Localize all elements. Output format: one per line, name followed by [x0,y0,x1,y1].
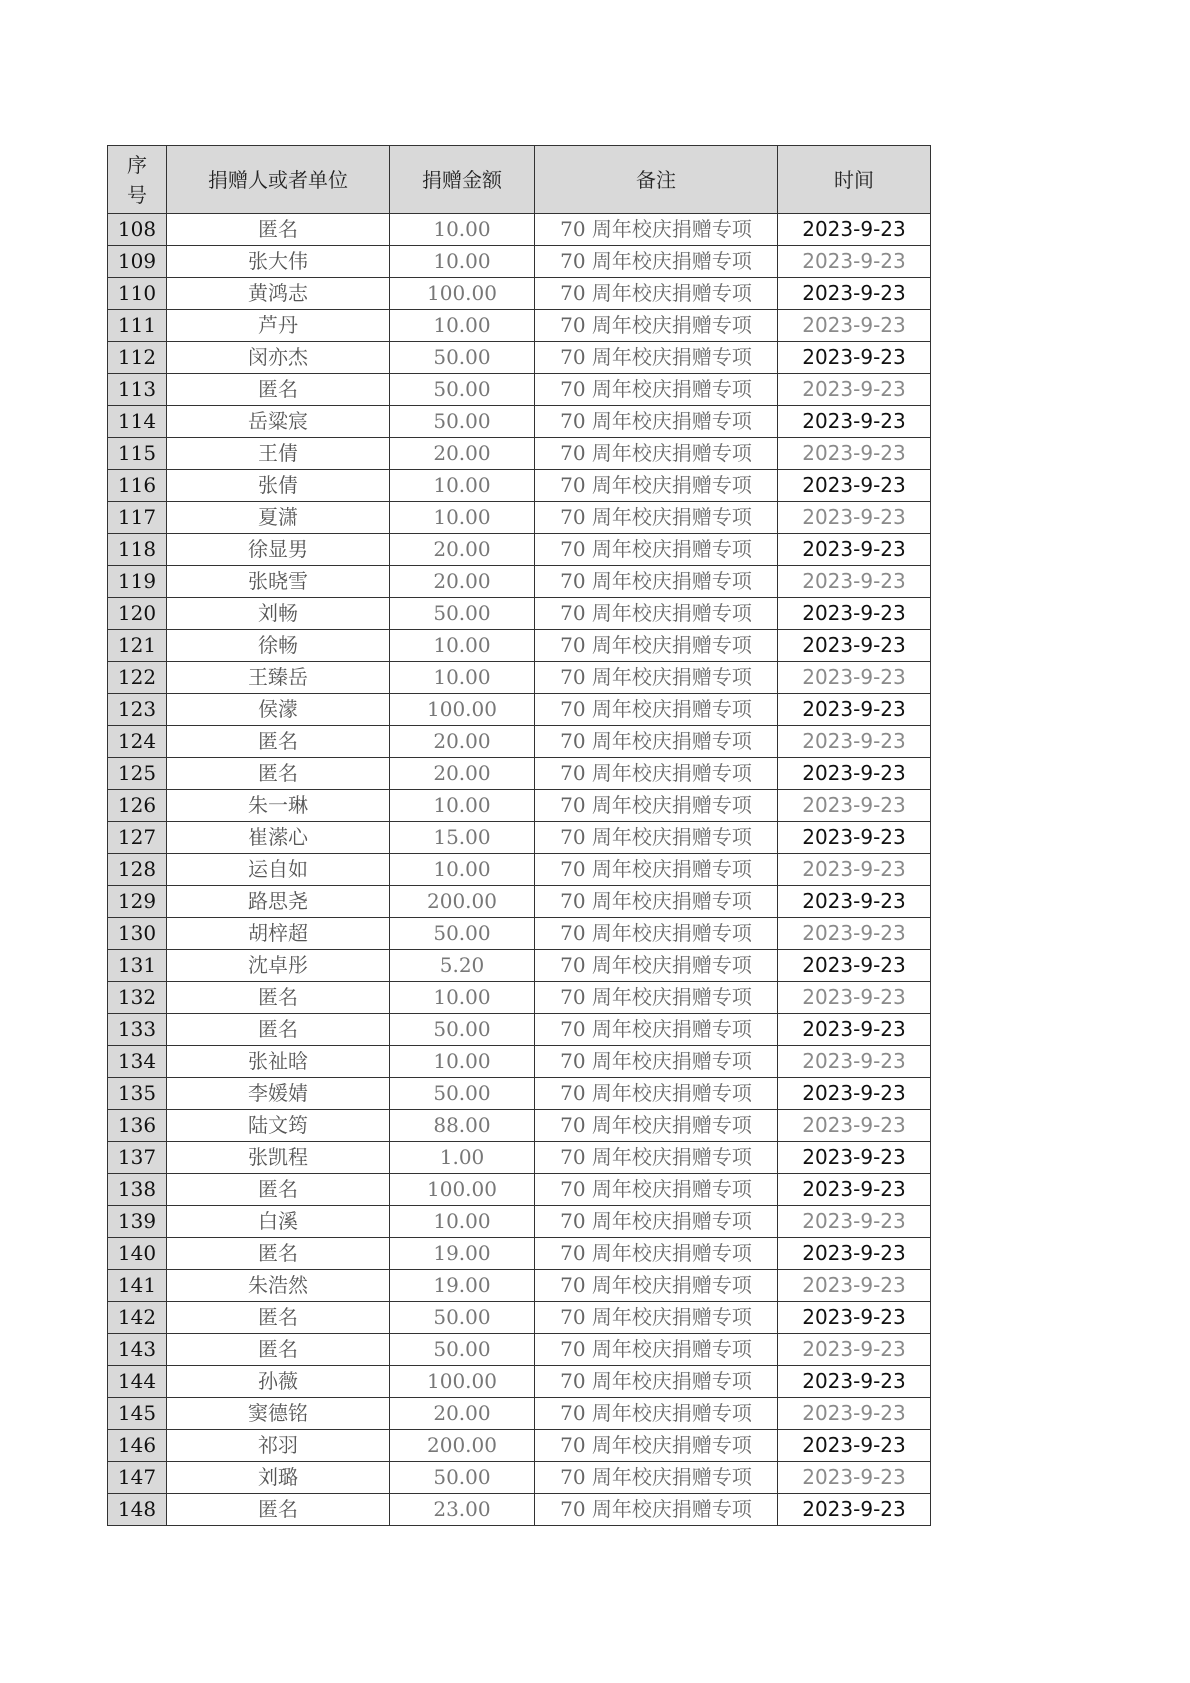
cell-donor: 匿名 [167,1334,390,1366]
table-row [108,726,931,758]
cell-amount: 50.00 [390,1462,535,1494]
cell-seq: 137 [108,1142,167,1174]
cell-amount: 10.00 [390,470,535,502]
cell-donor: 徐显男 [167,534,390,566]
cell-seq: 133 [108,1014,167,1046]
cell-note: 70 周年校庆捐赠专项 [535,1142,778,1174]
cell-seq: 146 [108,1430,167,1462]
cell-amount: 10.00 [390,662,535,694]
cell-note: 70 周年校庆捐赠专项 [535,1462,778,1494]
header-donor: 捐赠人或者单位 [167,146,390,214]
cell-note: 70 周年校庆捐赠专项 [535,342,778,374]
cell-date: 2023-9-23 [778,1046,931,1078]
table-row [108,470,931,502]
table-row [108,1238,931,1270]
cell-note: 70 周年校庆捐赠专项 [535,1270,778,1302]
cell-donor: 张祉晗 [167,1046,390,1078]
cell-date: 2023-9-23 [778,1078,931,1110]
cell-donor: 匿名 [167,214,390,246]
cell-seq: 111 [108,310,167,342]
cell-donor: 陆文筠 [167,1110,390,1142]
table-row [108,1174,931,1206]
cell-seq: 147 [108,1462,167,1494]
cell-amount: 10.00 [390,982,535,1014]
cell-amount: 10.00 [390,1046,535,1078]
cell-note: 70 周年校庆捐赠专项 [535,1206,778,1238]
cell-donor: 崔潆心 [167,822,390,854]
table-row [108,1206,931,1238]
table-row [108,790,931,822]
cell-donor: 窦德铭 [167,1398,390,1430]
cell-date: 2023-9-23 [778,246,931,278]
cell-donor: 运自如 [167,854,390,886]
table-row [108,1110,931,1142]
table-row [108,566,931,598]
table-row [108,598,931,630]
cell-note: 70 周年校庆捐赠专项 [535,726,778,758]
cell-date: 2023-9-23 [778,374,931,406]
cell-date: 2023-9-23 [778,502,931,534]
cell-date: 2023-9-23 [778,854,931,886]
cell-seq: 131 [108,950,167,982]
cell-note: 70 周年校庆捐赠专项 [535,1494,778,1526]
header-date: 时间 [778,146,931,214]
cell-amount: 100.00 [390,694,535,726]
cell-donor: 张凯程 [167,1142,390,1174]
cell-donor: 侯濛 [167,694,390,726]
cell-date: 2023-9-23 [778,1302,931,1334]
cell-note: 70 周年校庆捐赠专项 [535,950,778,982]
cell-date: 2023-9-23 [778,214,931,246]
cell-amount: 10.00 [390,854,535,886]
table-row [108,406,931,438]
cell-amount: 19.00 [390,1270,535,1302]
cell-amount: 15.00 [390,822,535,854]
cell-amount: 50.00 [390,918,535,950]
cell-date: 2023-9-23 [778,662,931,694]
cell-note: 70 周年校庆捐赠专项 [535,598,778,630]
cell-note: 70 周年校庆捐赠专项 [535,1366,778,1398]
cell-donor: 张倩 [167,470,390,502]
cell-date: 2023-9-23 [778,822,931,854]
cell-note: 70 周年校庆捐赠专项 [535,214,778,246]
cell-date: 2023-9-23 [778,950,931,982]
cell-note: 70 周年校庆捐赠专项 [535,278,778,310]
cell-date: 2023-9-23 [778,534,931,566]
table-row [108,246,931,278]
cell-donor: 匿名 [167,982,390,1014]
cell-note: 70 周年校庆捐赠专项 [535,790,778,822]
cell-seq: 140 [108,1238,167,1270]
cell-seq: 141 [108,1270,167,1302]
cell-seq: 122 [108,662,167,694]
cell-note: 70 周年校庆捐赠专项 [535,630,778,662]
cell-date: 2023-9-23 [778,726,931,758]
cell-seq: 125 [108,758,167,790]
cell-amount: 20.00 [390,534,535,566]
cell-note: 70 周年校庆捐赠专项 [535,1302,778,1334]
cell-amount: 19.00 [390,1238,535,1270]
cell-date: 2023-9-23 [778,1366,931,1398]
cell-date: 2023-9-23 [778,406,931,438]
cell-note: 70 周年校庆捐赠专项 [535,470,778,502]
cell-amount: 1.00 [390,1142,535,1174]
table-row [108,1398,931,1430]
cell-date: 2023-9-23 [778,598,931,630]
cell-seq: 134 [108,1046,167,1078]
cell-note: 70 周年校庆捐赠专项 [535,662,778,694]
cell-date: 2023-9-23 [778,886,931,918]
cell-donor: 朱一琳 [167,790,390,822]
cell-note: 70 周年校庆捐赠专项 [535,310,778,342]
cell-date: 2023-9-23 [778,1270,931,1302]
cell-date: 2023-9-23 [778,694,931,726]
cell-amount: 20.00 [390,726,535,758]
table-row [108,342,931,374]
cell-donor: 张大伟 [167,246,390,278]
cell-date: 2023-9-23 [778,1110,931,1142]
table-row [108,1462,931,1494]
cell-date: 2023-9-23 [778,1430,931,1462]
cell-date: 2023-9-23 [778,630,931,662]
table-row [108,1046,931,1078]
cell-donor: 张晓雪 [167,566,390,598]
cell-seq: 136 [108,1110,167,1142]
cell-date: 2023-9-23 [778,1142,931,1174]
cell-note: 70 周年校庆捐赠专项 [535,854,778,886]
cell-donor: 黄鸿志 [167,278,390,310]
cell-note: 70 周年校庆捐赠专项 [535,1078,778,1110]
cell-donor: 王臻岳 [167,662,390,694]
cell-date: 2023-9-23 [778,470,931,502]
cell-amount: 50.00 [390,406,535,438]
cell-date: 2023-9-23 [778,982,931,1014]
table-row [108,982,931,1014]
cell-date: 2023-9-23 [778,310,931,342]
cell-amount: 5.20 [390,950,535,982]
cell-donor: 刘璐 [167,1462,390,1494]
cell-amount: 100.00 [390,278,535,310]
cell-seq: 109 [108,246,167,278]
cell-note: 70 周年校庆捐赠专项 [535,886,778,918]
cell-note: 70 周年校庆捐赠专项 [535,566,778,598]
cell-date: 2023-9-23 [778,1334,931,1366]
cell-seq: 143 [108,1334,167,1366]
header-note: 备注 [535,146,778,214]
cell-date: 2023-9-23 [778,918,931,950]
cell-seq: 113 [108,374,167,406]
cell-amount: 50.00 [390,598,535,630]
cell-donor: 徐畅 [167,630,390,662]
cell-date: 2023-9-23 [778,1494,931,1526]
cell-donor: 孙薇 [167,1366,390,1398]
cell-donor: 岳粱宸 [167,406,390,438]
cell-note: 70 周年校庆捐赠专项 [535,374,778,406]
cell-note: 70 周年校庆捐赠专项 [535,982,778,1014]
header-row [108,146,931,214]
cell-amount: 10.00 [390,310,535,342]
table-row [108,502,931,534]
cell-amount: 50.00 [390,374,535,406]
cell-amount: 200.00 [390,1430,535,1462]
cell-seq: 119 [108,566,167,598]
cell-amount: 20.00 [390,438,535,470]
cell-note: 70 周年校庆捐赠专项 [535,406,778,438]
cell-date: 2023-9-23 [778,1014,931,1046]
cell-seq: 138 [108,1174,167,1206]
cell-seq: 132 [108,982,167,1014]
cell-amount: 23.00 [390,1494,535,1526]
table-row [108,630,931,662]
cell-note: 70 周年校庆捐赠专项 [535,502,778,534]
table-row [108,662,931,694]
cell-donor: 匿名 [167,726,390,758]
table-row [108,438,931,470]
cell-seq: 142 [108,1302,167,1334]
cell-donor: 朱浩然 [167,1270,390,1302]
cell-amount: 10.00 [390,790,535,822]
table-row [108,1302,931,1334]
table-body [108,214,931,1526]
cell-seq: 126 [108,790,167,822]
cell-seq: 108 [108,214,167,246]
cell-amount: 200.00 [390,886,535,918]
table-row [108,1430,931,1462]
cell-amount: 10.00 [390,246,535,278]
cell-note: 70 周年校庆捐赠专项 [535,246,778,278]
table-row [108,1142,931,1174]
cell-date: 2023-9-23 [778,1462,931,1494]
cell-date: 2023-9-23 [778,342,931,374]
cell-seq: 118 [108,534,167,566]
cell-date: 2023-9-23 [778,790,931,822]
cell-donor: 闵亦杰 [167,342,390,374]
cell-note: 70 周年校庆捐赠专项 [535,1430,778,1462]
cell-amount: 100.00 [390,1366,535,1398]
cell-donor: 匿名 [167,1238,390,1270]
table-row [108,1334,931,1366]
table-row [108,310,931,342]
cell-note: 70 周年校庆捐赠专项 [535,694,778,726]
cell-note: 70 周年校庆捐赠专项 [535,1174,778,1206]
cell-seq: 128 [108,854,167,886]
header-seq [108,146,167,214]
cell-donor: 匿名 [167,1014,390,1046]
table-row [108,1014,931,1046]
table-row [108,950,931,982]
cell-seq: 148 [108,1494,167,1526]
cell-note: 70 周年校庆捐赠专项 [535,534,778,566]
cell-amount: 50.00 [390,1014,535,1046]
cell-seq: 115 [108,438,167,470]
cell-seq: 135 [108,1078,167,1110]
cell-seq: 114 [108,406,167,438]
cell-amount: 20.00 [390,566,535,598]
cell-seq: 127 [108,822,167,854]
cell-seq: 145 [108,1398,167,1430]
cell-amount: 20.00 [390,758,535,790]
cell-amount: 50.00 [390,1334,535,1366]
cell-amount: 50.00 [390,1078,535,1110]
cell-date: 2023-9-23 [778,278,931,310]
table-row [108,374,931,406]
header-seq-line1: 序 [127,152,147,177]
cell-amount: 10.00 [390,1206,535,1238]
cell-date: 2023-9-23 [778,1398,931,1430]
cell-note: 70 周年校庆捐赠专项 [535,758,778,790]
table-row [108,1078,931,1110]
cell-date: 2023-9-23 [778,438,931,470]
cell-note: 70 周年校庆捐赠专项 [535,1110,778,1142]
cell-donor: 李媛婧 [167,1078,390,1110]
table-row [108,918,931,950]
cell-amount: 20.00 [390,1398,535,1430]
table-row [108,854,931,886]
donation-table [107,145,931,1526]
cell-seq: 120 [108,598,167,630]
cell-amount: 100.00 [390,1174,535,1206]
cell-note: 70 周年校庆捐赠专项 [535,918,778,950]
cell-note: 70 周年校庆捐赠专项 [535,1014,778,1046]
table-row [108,758,931,790]
cell-donor: 匿名 [167,758,390,790]
cell-date: 2023-9-23 [778,758,931,790]
cell-date: 2023-9-23 [778,1174,931,1206]
cell-donor: 沈卓彤 [167,950,390,982]
cell-amount: 10.00 [390,630,535,662]
header-seq-line2: 号 [127,182,147,207]
cell-donor: 祁羽 [167,1430,390,1462]
cell-donor: 匿名 [167,374,390,406]
table-row [108,214,931,246]
cell-note: 70 周年校庆捐赠专项 [535,822,778,854]
cell-seq: 117 [108,502,167,534]
cell-seq: 112 [108,342,167,374]
cell-donor: 夏潇 [167,502,390,534]
cell-seq: 139 [108,1206,167,1238]
cell-donor: 路思尧 [167,886,390,918]
table-row [108,534,931,566]
cell-donor: 匿名 [167,1302,390,1334]
cell-seq: 130 [108,918,167,950]
cell-donor: 王倩 [167,438,390,470]
cell-seq: 121 [108,630,167,662]
table-row [108,1270,931,1302]
table-header [108,146,931,214]
table-row [108,822,931,854]
cell-seq: 124 [108,726,167,758]
table-row [108,1366,931,1398]
cell-note: 70 周年校庆捐赠专项 [535,1046,778,1078]
cell-seq: 144 [108,1366,167,1398]
cell-seq: 110 [108,278,167,310]
table-row [108,278,931,310]
cell-amount: 88.00 [390,1110,535,1142]
cell-seq: 116 [108,470,167,502]
table-row [108,694,931,726]
cell-date: 2023-9-23 [778,1238,931,1270]
cell-note: 70 周年校庆捐赠专项 [535,1398,778,1430]
cell-seq: 129 [108,886,167,918]
cell-note: 70 周年校庆捐赠专项 [535,1238,778,1270]
cell-date: 2023-9-23 [778,1206,931,1238]
table-row [108,886,931,918]
cell-note: 70 周年校庆捐赠专项 [535,1334,778,1366]
cell-donor: 芦丹 [167,310,390,342]
table-row [108,1494,931,1526]
cell-note: 70 周年校庆捐赠专项 [535,438,778,470]
cell-donor: 胡梓超 [167,918,390,950]
cell-amount: 50.00 [390,342,535,374]
header-amount: 捐赠金额 [390,146,535,214]
cell-amount: 50.00 [390,1302,535,1334]
cell-date: 2023-9-23 [778,566,931,598]
cell-amount: 10.00 [390,214,535,246]
cell-amount: 10.00 [390,502,535,534]
cell-donor: 刘畅 [167,598,390,630]
cell-donor: 匿名 [167,1174,390,1206]
cell-donor: 匿名 [167,1494,390,1526]
cell-seq: 123 [108,694,167,726]
cell-donor: 白溪 [167,1206,390,1238]
